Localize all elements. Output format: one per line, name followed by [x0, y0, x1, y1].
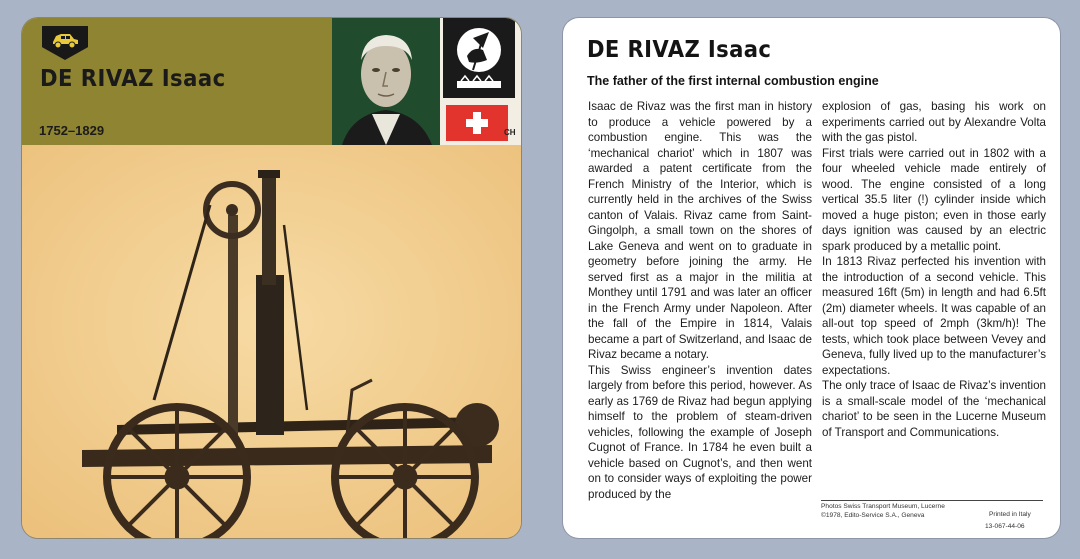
paragraph: explosion of gas, basing his work on experiments carried out by Alexandre Volta with the gas pistol. — [822, 100, 1046, 144]
card-code: 13-067-44-06 — [985, 523, 1025, 530]
paragraph: The only trace of Isaac de Rivaz’s invention is a small-scale model of the ‘mechanical chariot’ to be seen in the Lucerne Museum of Transport and Communications. — [822, 379, 1046, 439]
credit-line: ©1978, Edito-Service S.A., Geneva — [821, 512, 925, 519]
credit-line: Photos Swiss Transport Museum, Lucerne — [821, 503, 945, 510]
icons-column — [440, 18, 521, 145]
front-header — [22, 18, 332, 145]
country-code: CH — [504, 128, 516, 137]
front-years: 1752–1829 — [39, 123, 105, 138]
text-column-left — [588, 99, 812, 502]
back-subtitle: The father of the first internal combustion engine — [587, 74, 879, 88]
card-back — [563, 18, 1060, 538]
paragraph: First trials were carried out in 1802 with a four wheeled vehicle made entirely of wood. The engine consisted of a long vertical 35.5 liter (!) cylinder inside which moved a huge piston; even in those early days ignition was caused by an electric spark produced by a metallic point. — [822, 146, 1046, 253]
portrait — [332, 18, 440, 145]
paragraph: In 1813 Rivaz perfected his invention with the introduction of a second vehicle. This measured 16ft (5m) in length and had 6.5ft (2m) diameter wheels. It was capable of an all-out top speed of 2mph (3km/h)! The tests, which took place between Vevey and Geneva, fully lived up to the manufacturer’s expectations. — [822, 255, 1046, 377]
text-column-right — [822, 99, 1046, 440]
front-name: DE RIVAZ Isaac — [40, 66, 226, 92]
hand-quill-icon — [443, 18, 515, 98]
photo-credits — [821, 502, 945, 520]
portrait-image — [332, 18, 440, 145]
back-title: DE RIVAZ Isaac — [587, 37, 772, 63]
mechanical-chariot-illustration — [22, 145, 521, 538]
paragraph: Isaac de Rivaz was the first man in history to produce a vehicle powered by a combustion engine. This was the ‘mechanical chariot’ which in 1807 was awarded a patent certificate from the French Ministry of the Interior, which is currently held in the archives of the Swiss canton of Valais. Rivaz came from Saint-Gingolph, a small town on the shores of Lake Geneva and went on to graduate in geometry before joining the army. He served first as a major in the militia at Monthey until 1791 and was later an officer in the French Army under Napoleon. After the fall of the Empire in 1814, Valais became a part of Switzerland, and Isaac de Rivaz became a notary. — [588, 100, 812, 361]
footer-divider — [821, 500, 1043, 501]
swiss-flag — [446, 105, 508, 141]
swiss-cross-icon — [446, 105, 508, 141]
printed-in: Printed in Italy — [989, 511, 1031, 518]
occupation-badge — [443, 18, 515, 98]
card-front — [22, 18, 521, 538]
paragraph: This Swiss engineer’s invention dates largely from before this period, however. As early as 1769 de Rivaz had begun applying himself to the problem of steam-driven vehicles, following the example of Joseph Cugnot of France. In 1784 he even built a vehicle based on Cugnot’s, and then went on to consider ways of exploiting the power produced by the — [588, 363, 812, 501]
car-icon — [50, 31, 80, 49]
